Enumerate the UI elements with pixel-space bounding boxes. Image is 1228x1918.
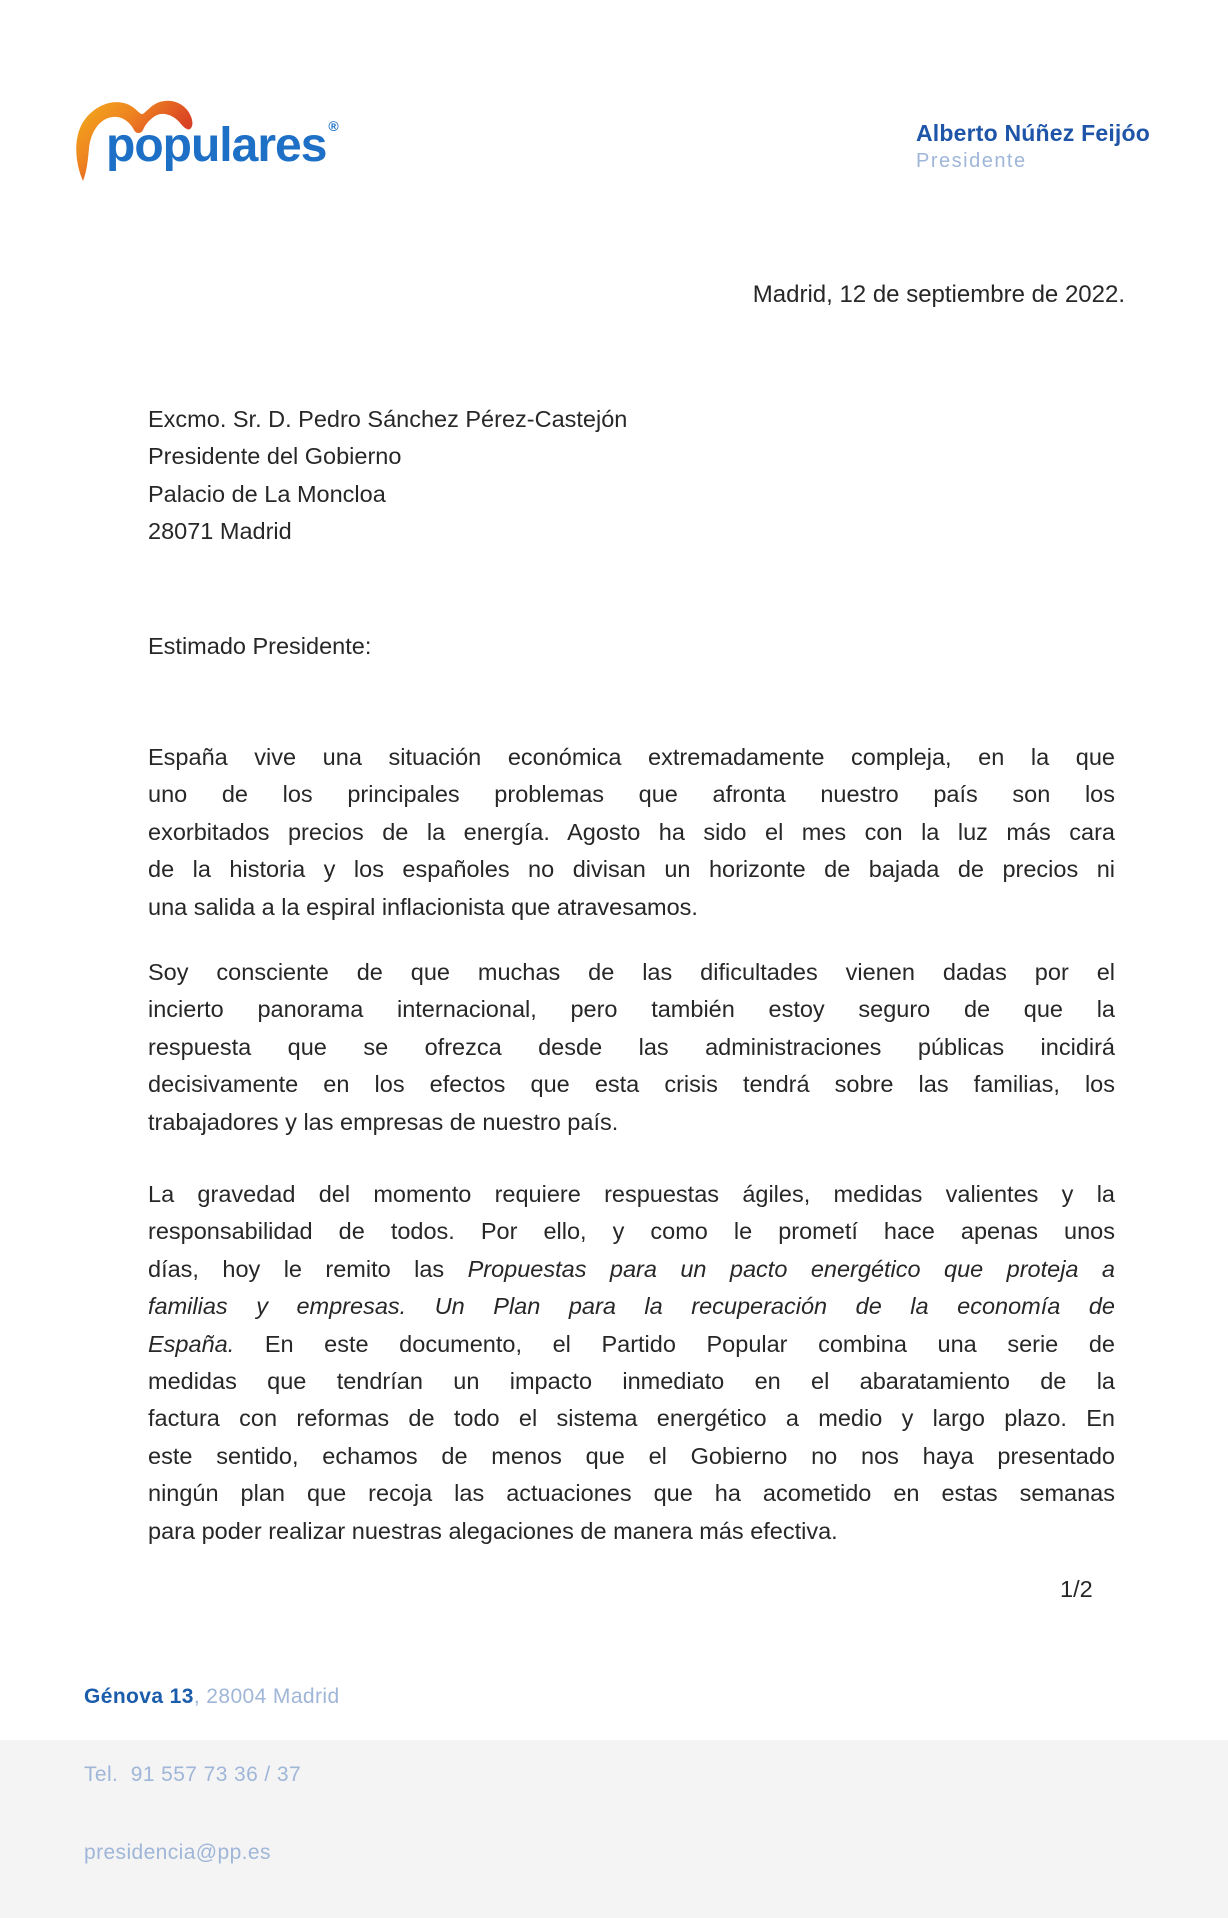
text-line: medidas que tendrían un impacto inmediato en el abaratamiento de la	[148, 1368, 1115, 1395]
text-line: Palacio de La Moncloa	[148, 480, 386, 507]
footer-address	[84, 1684, 340, 1710]
text-line: Soy consciente de que muchas de las dificultades vienen dadas por el	[148, 959, 1115, 985]
text-line: España. En este documento, el Partido Popular combina una serie de	[148, 1330, 1115, 1357]
text-line: este sentido, echamos de menos que el Gobierno no nos haya presentado	[148, 1442, 1115, 1469]
text-line: responsabilidad de todos. Por ello, y como le prometí hace apenas unos	[148, 1218, 1115, 1245]
dateline: Madrid, 12 de septiembre de 2022.	[752, 281, 1125, 308]
text-line: factura con reformas de todo el sistema energético a medio y largo plazo. En	[148, 1405, 1115, 1432]
body-paragraph-1	[148, 739, 1115, 926]
text-line: incierto panorama internacional, pero también estoy seguro de que la	[148, 996, 1115, 1023]
brand-wordmark	[106, 118, 339, 173]
text-line: familias y empresas. Un Plan para la recuperación de la economía de	[148, 1293, 1115, 1320]
body-paragraph-3	[148, 1176, 1115, 1550]
text-line: una salida a la espiral inflacionista que atravesamos.	[148, 893, 698, 920]
recipient-block	[148, 401, 627, 551]
text-line: días, hoy le remito las Propuestas para un pacto energético que proteja a	[148, 1255, 1115, 1282]
text-line: España vive una situación económica extremadamente compleja, en la que	[148, 744, 1115, 770]
text-line: 28071 Madrid	[148, 518, 292, 545]
body-paragraph-2	[148, 954, 1115, 1141]
footer-address-street: Génova 13	[84, 1685, 194, 1708]
text-line: ningún plan que recoja las actuaciones que ha acometido en estas semanas	[148, 1480, 1115, 1507]
text-line: respuesta que se ofrezca desde las administraciones públicas incidirá	[148, 1033, 1115, 1060]
letterhead-name: Alberto Núñez Feijóo	[916, 120, 1150, 146]
text-line: La gravedad del momento requiere respuestas ágiles, medidas valientes y la	[148, 1181, 1115, 1207]
text-line: trabajadores y las empresas de nuestro país.	[148, 1108, 619, 1135]
footer-email: presidencia@pp.es	[84, 1841, 271, 1864]
text-line: de la historia y los españoles no divisan un horizonte de bajada de precios ni	[148, 856, 1115, 883]
registered-mark: ®	[328, 118, 339, 134]
letterhead	[916, 120, 1150, 173]
brand-logo	[70, 94, 350, 194]
text-line: exorbitados precios de la energía. Agosto ha sido el mes con la luz más cara	[148, 818, 1115, 845]
text-line: uno de los principales problemas que afronta nuestro país son los	[148, 781, 1115, 808]
text-line: Excmo. Sr. D. Pedro Sánchez Pérez-Castejón	[148, 406, 628, 432]
page-number: 1/2	[1060, 1576, 1093, 1602]
text-line: decisivamente en los efectos que esta crisis tendrá sobre las familias, los	[148, 1071, 1115, 1098]
footer-address-city: , 28004 Madrid	[193, 1685, 340, 1708]
footer	[84, 1632, 340, 1918]
text-line: Presidente del Gobierno	[148, 443, 402, 470]
footer-phone: Tel. 91 557 73 36 / 37	[84, 1763, 302, 1786]
text-line: para poder realizar nuestras alegaciones de manera más efectiva.	[148, 1517, 838, 1544]
salutation: Estimado Presidente:	[148, 633, 372, 659]
brand-wordmark-text: populares	[106, 119, 327, 172]
letterhead-role: Presidente	[916, 150, 1027, 172]
